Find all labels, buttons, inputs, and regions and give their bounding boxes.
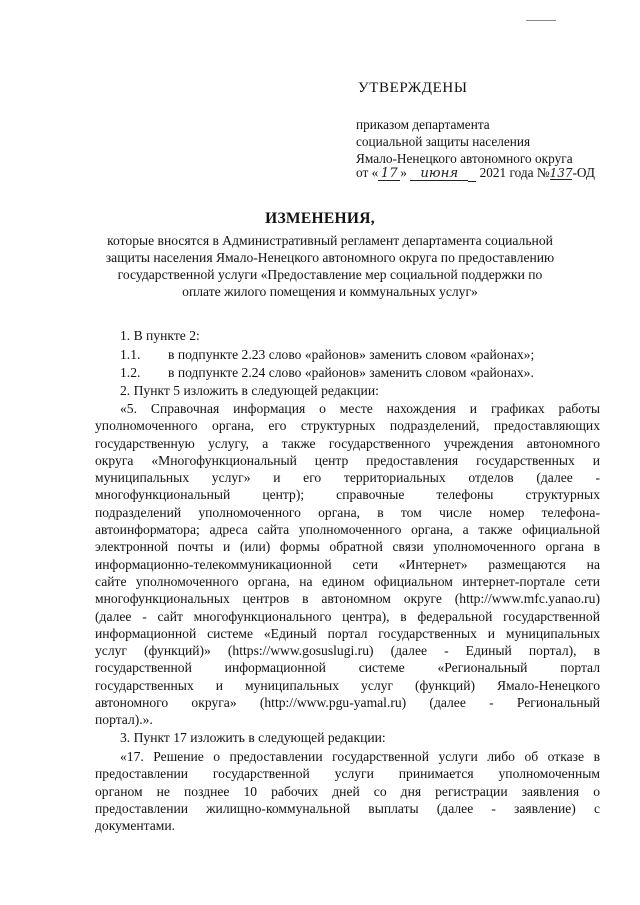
subtitle-line: государственной услуги «Предоставление мер социальной поддержки по	[117, 267, 543, 282]
paragraph-line: многофункциональный центр); справочные телефоны структурных	[95, 487, 600, 503]
date-blank	[468, 165, 476, 182]
paragraph-line: подразделений уполномоченного органа, в том числе номер телефона-	[95, 504, 600, 520]
paragraph-line: автоинформатора; адреса сайта уполномоченного органа, а также официальной	[95, 522, 600, 538]
paragraph-line: предоставлении государственной услуги принимается уполномоченным	[95, 766, 600, 782]
item-1-1-number: 1.1.	[120, 347, 141, 362]
item-3: 3. Пункт 17 изложить в следующей редакции:	[120, 730, 386, 745]
approval-line: социальной защиты населения	[356, 134, 531, 149]
approval-title: УТВЕРЖДЕНЫ	[358, 80, 468, 96]
handwritten-number: 137	[549, 166, 573, 180]
paragraph-line: услуг (функций)» (https://www.gosuslugi.ru) (далее - Единый портал), в	[95, 643, 600, 659]
paragraph-line: электронной почты и (или) формы обратной связи уполномоченного органа в	[95, 539, 600, 555]
approval-line: приказом департамента	[356, 117, 490, 132]
handwritten-day: 17	[378, 168, 400, 181]
approval-line: Ямало-Ненецкого автономного округа	[356, 151, 573, 166]
item-1-1-text: в подпункте 2.23 слово «районов» заменить словом «районах»;	[168, 347, 535, 362]
paragraph-line: автономного округа» (http://www.pgu-yamal.ru) (далее - Региональный	[95, 695, 600, 711]
subtitle-line: защиты населения Ямало-Ненецкого автономного округа по предоставлению	[105, 250, 555, 265]
paragraph-line: уполномоченного органа, его структурных подразделений, предоставляющих	[95, 418, 600, 434]
paragraph-line: «17. Решение о предоставлении государственной услуги либо об отказе в	[120, 749, 600, 764]
paragraph-line: документами.	[95, 818, 176, 834]
date-mid: »	[400, 165, 407, 180]
paragraph-line: государственной информационной системе «Региональный портал	[95, 660, 600, 676]
paragraph-line: информационной системе «Единый портал государственных и муниципальных	[95, 625, 600, 641]
item-1-2-number: 1.2.	[120, 365, 141, 380]
paragraph-line: округа «Многофункциональный центр предоставления государственных и	[95, 452, 600, 468]
header-rule	[526, 20, 556, 21]
paragraph-line: сайте уполномоченного органа, на едином официальном интернет-портале сети	[95, 573, 600, 589]
handwritten-month: июня	[410, 168, 468, 181]
item-1-2-text: в подпункте 2.24 слово «районов» заменить словом «районах».	[168, 365, 534, 380]
subtitle-line: которые вносятся в Административный регламент департамента социальной	[107, 233, 553, 248]
paragraph-line: государственных и муниципальных услуг (функций) Ямало-Ненецкого	[95, 677, 600, 693]
paragraph-line: портал).».	[95, 712, 153, 728]
subtitle-line: оплате жилого помещения и коммунальных услуг»	[182, 284, 478, 299]
date-prefix: от «	[356, 165, 379, 180]
item-2: 2. Пункт 5 изложить в следующей редакции:	[120, 383, 379, 398]
item-1: 1. В пункте 2:	[120, 328, 200, 343]
document-title: ИЗМЕНЕНИЯ,	[265, 210, 375, 227]
paragraph-5	[95, 400, 600, 729]
paragraph-line: органом не позднее 10 рабочих дней со дня регистрации заявления о	[95, 783, 600, 799]
paragraph-line: информационно-телекоммуникационной сети «Интернет» размещаются на	[95, 556, 600, 572]
paragraph-line: (далее - сайт многофункционального центра), в федеральной государственной	[95, 608, 600, 624]
paragraph-line: многофункциональных центров в автономном округе (http://www.mfc.yanao.ru)	[95, 591, 600, 607]
paragraph-line: предоставлении жилищно-коммунальной выплаты (далее - заявление) с	[95, 800, 600, 816]
document-subtitle	[95, 232, 565, 300]
paragraph-line: муниципальных услуг» и его территориальных отделов (далее -	[95, 470, 600, 486]
paragraph-line: государственную услугу, а также государственного учреждения автономного	[95, 435, 600, 451]
paragraph-17	[95, 748, 600, 834]
number-suffix: -ОД	[572, 165, 595, 180]
paragraph-line: «5. Справочная информация о месте нахождения и графиках работы	[120, 401, 600, 416]
approval-date-line	[356, 165, 595, 182]
date-year: 2021 года №	[479, 165, 550, 180]
